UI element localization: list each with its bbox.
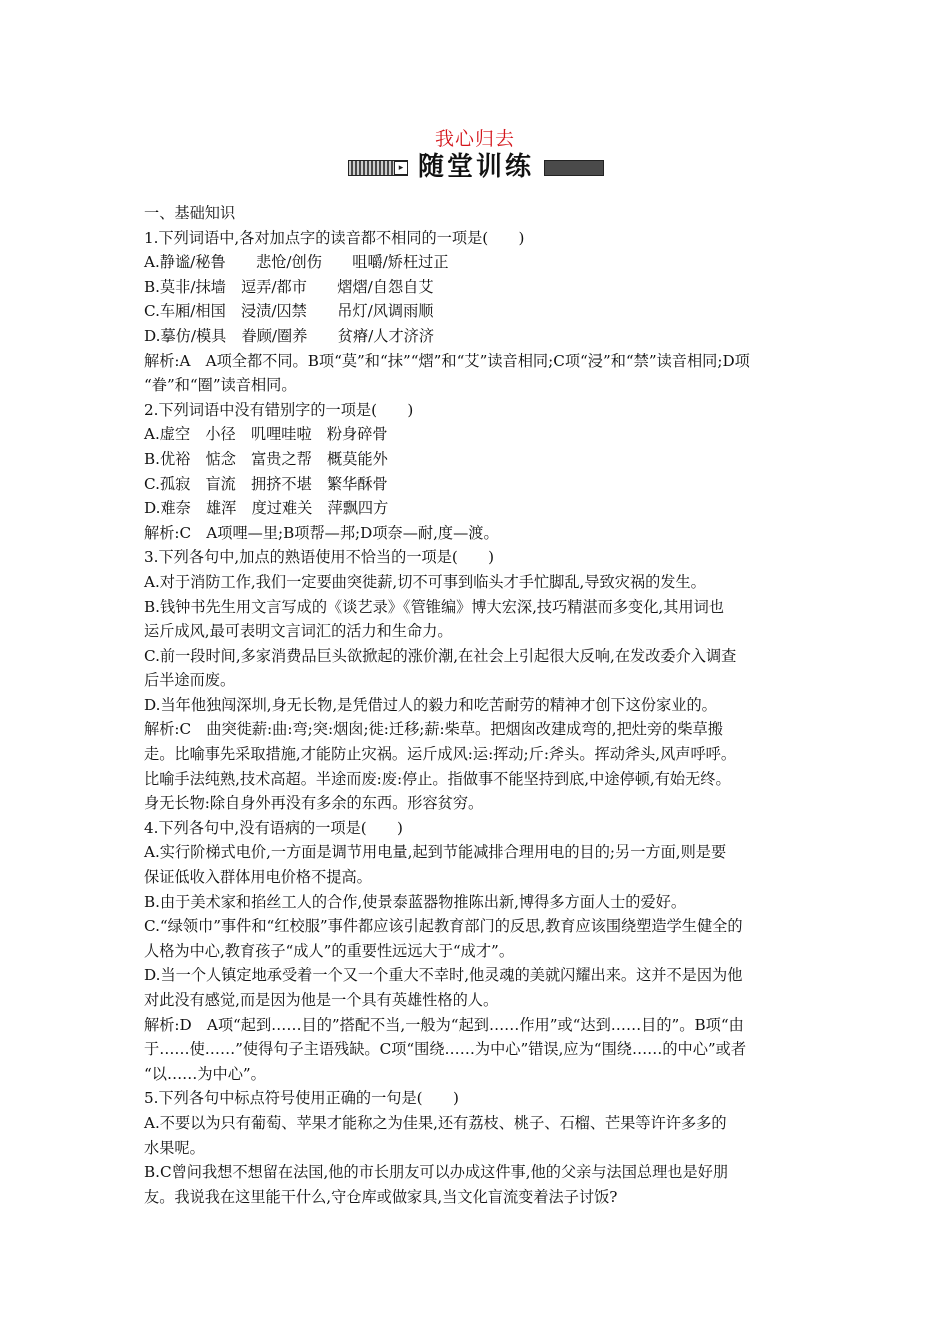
q2-option-b: B.优裕 惦念 富贵之帮 概莫能外: [144, 449, 388, 468]
q4-option-b: B.由于美术家和掐丝工人的合作,使景泰蓝器物推陈出新,博得多方面人士的爱好。: [144, 892, 687, 911]
q2-option-c: C.孤寂 盲流 拥挤不堪 繁华酥骨: [144, 474, 388, 493]
q1-option-b: B.莫非/抹墙 逗弄/都市 熠熠/自怨自艾: [144, 277, 434, 296]
q5-option-b: B.C曾问我想不想留在法国,他的市长朋友可以办成这件事,他的父亲与法国总理也是好朋: [144, 1163, 729, 1182]
q4-analysis-cont-2: “以……为中心”。: [144, 1064, 266, 1083]
q4-option-c-cont: 人格为中心,教育孩子“成人”的重要性远远大于“成才”。: [144, 941, 515, 960]
q4-option-d-cont: 对此没有感觉,而是因为他是一个具有英雄性格的人。: [144, 991, 499, 1009]
section-banner-label: 随堂训练: [417, 152, 534, 182]
question-3-stem: 3.下列各句中,加点的熟语使用不恰当的一项是( ): [144, 548, 495, 567]
play-icon: ▸: [394, 161, 408, 175]
q3-analysis-cont-1: 走。比喻事先采取措施,才能防止灾祸。运斤成风:运:挥动;斤:斧头。挥动斧头,风声呼呼。: [144, 745, 737, 764]
q3-option-c: C.前一段时间,多家消费品巨头欲掀起的涨价潮,在社会上引起很大反响,在发改委介入调查: [144, 646, 737, 665]
q2-option-d: D.难奈 雄浑 度过难关 萍飘四方: [144, 499, 389, 518]
q5-option-b-cont: 友。我说我在这里能干什么,守仓库或做家具,当文化盲流变着法子讨饭?: [144, 1187, 618, 1206]
question-5-stem: 5.下列各句中标点符号使用正确的一句是( ): [144, 1089, 459, 1108]
q1-option-a: A.静谧/秘鲁 悲怆/创伤 咀嚼/矫枉过正: [144, 253, 449, 272]
q3-option-b: B.钱钟书先生用文言写成的《谈艺录》《管锥编》博大宏深,技巧精湛而多变化,其用词也: [144, 597, 724, 616]
q3-analysis: 解析:C 曲突徙薪:曲:弯;突:烟囱;徙:迁移;薪:柴草。把烟囱改建成弯的,把灶旁的柴草搬: [144, 720, 723, 739]
lesson-title: 我心归去: [434, 128, 515, 150]
question-1-stem: 1.下列词语中,各对加点字的读音都不相同的一项是( ): [144, 228, 525, 247]
exercise-content: [144, 201, 816, 1209]
q4-analysis-cont-1: 于……使……”使得句子主语残缺。C项“围绕……为中心”错误,应为“围绕……的中心”或者: [144, 1040, 747, 1059]
q5-option-a-cont: 水果呢。: [144, 1138, 205, 1157]
section-heading: 一、基础知识: [144, 204, 236, 222]
q1-option-c: C.车厢/相国 浸渍/囚禁 吊灯/风调雨顺: [144, 302, 434, 321]
q4-option-a: A.实行阶梯式电价,一方面是调节用电量,起到节能减排合理用电的目的;另一方面,则是要: [144, 843, 727, 862]
q2-analysis: 解析:C A项哩—里;B项帮—邦;D项奈—耐,度—渡。: [144, 523, 499, 542]
q3-option-c-cont: 后半途而废。: [144, 671, 236, 690]
q4-option-d: D.当一个人镇定地承受着一个又一个重大不幸时,他灵魂的美就闪耀出来。这并不是因为他: [144, 966, 743, 985]
q1-option-d: D.摹仿/模具 眷顾/圈养 贫瘠/人才济济: [144, 326, 435, 345]
q5-option-a: A.不要以为只有葡萄、苹果才能称之为佳果,还有荔枝、桃子、石榴、芒果等许许多多的: [144, 1113, 727, 1132]
q3-option-d: D.当年他独闯深圳,身无长物,是凭借过人的毅力和吃苦耐劳的精神才创下这份家业的。: [144, 695, 717, 714]
q4-option-c: C.“绿领巾”事件和“红校服”事件都应该引起教育部门的反思,教育应该围绕塑造学生健全的: [144, 917, 743, 936]
q3-option-a: A.对于消防工作,我们一定要曲突徙薪,切不可事到临头才手忙脚乱,导致灾祸的发生。: [144, 572, 706, 591]
q4-option-a-cont: 保证低收入群体用电价格不提高。: [144, 868, 372, 887]
q3-analysis-cont-2: 比喻手法纯熟,技术高超。半途而废:废:停止。指做事不能坚持到底,中途停顿,有始无终。: [144, 769, 731, 788]
q4-analysis: 解析:D A项“起到……目的”搭配不当,一般为“起到……作用”或“达到……目的”。B项“由: [144, 1015, 744, 1034]
section-banner: [348, 152, 604, 182]
q1-analysis: 解析:A A项全都不同。B项“莫”和“抹”“熠”和“艾”读音相同;C项“浸”和“禁”读音相同;D项: [144, 351, 750, 370]
q3-option-b-cont: 运斤成风,最可表明文言词汇的活力和生命力。: [144, 622, 453, 641]
q1-analysis-cont: “眷”和“圈”读音相同。: [144, 376, 297, 395]
q3-analysis-cont-3: 身无长物:除自身外再没有多余的东西。形容贫穷。: [144, 794, 484, 813]
question-4-stem: 4.下列各句中,没有语病的一项是( ): [144, 818, 403, 837]
question-2-stem: 2.下列词语中没有错别字的一项是( ): [144, 400, 414, 419]
banner-right-bar: [544, 160, 604, 176]
q2-option-a: A.虚空 小径 叽哩哇啦 粉身碎骨: [144, 425, 388, 444]
